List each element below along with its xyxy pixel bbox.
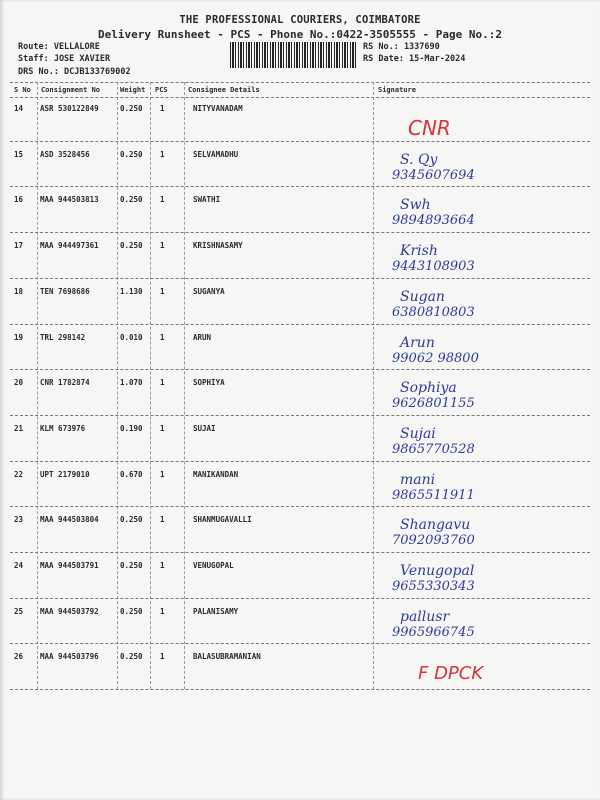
row-pcs: 1: [160, 195, 165, 205]
company-title: THE PROFESSIONAL COURIERS, COIMBATORE: [179, 14, 421, 26]
row-phone-handwritten: 9894893664: [392, 213, 475, 229]
row-consignee: BALASUBRAMANIAN: [193, 652, 261, 662]
stamp-fdpck: F DPCK: [418, 663, 484, 684]
row-weight: 0.190: [120, 423, 143, 433]
row-consignee: SUJAI: [193, 423, 216, 433]
row-weight: 0.250: [120, 561, 143, 570]
row-weight: 0.250: [120, 606, 143, 616]
row-pcs: 1: [160, 423, 165, 433]
row-weight: 0.250: [120, 195, 143, 205]
row-consignee: MANIKANDAN: [193, 469, 239, 479]
row-sno: 25: [14, 606, 24, 616]
row-separator: [10, 232, 590, 233]
row-signature: Shangavu: [400, 517, 471, 534]
row-pcs: 1: [160, 652, 165, 662]
row-pcs: 1: [160, 149, 165, 159]
row-phone-handwritten: 7092093760: [392, 533, 475, 549]
row-separator: [10, 324, 590, 325]
row-phone-handwritten: 6380810803: [392, 304, 475, 320]
row-phone-handwritten: 9655330343: [392, 579, 475, 594]
staff-label: Staff: JOSE XAVIER: [18, 54, 111, 64]
row-separator: [10, 689, 590, 690]
row-sno: 24: [14, 561, 24, 570]
col-header-sno: S No: [14, 86, 31, 94]
row-separator: [10, 643, 590, 644]
runsheet-subtitle: Delivery Runsheet - PCS - Phone No.:0422-3505555 - Page No.:2: [98, 28, 502, 41]
row-weight: 0.010: [120, 332, 143, 342]
row-consignment-no: ASD 3528456: [40, 149, 90, 159]
route-label: Route: VELLALORE: [18, 42, 100, 52]
row-pcs: 1: [160, 561, 165, 570]
rs-date: RS Date: 15-Mar-2024: [363, 54, 466, 64]
row-separator: [10, 278, 590, 279]
row-sno: 21: [14, 423, 24, 433]
stamp-cnr: CNR: [408, 116, 451, 140]
row-consignment-no: MAA 944503804: [40, 515, 99, 525]
row-consignee: SWATHI: [193, 195, 221, 205]
row-sno: 19: [14, 332, 24, 342]
row-separator: [10, 552, 590, 553]
header-rule-bottom: [10, 97, 590, 98]
row-consignee: KRISHNASAMY: [193, 241, 243, 251]
row-phone-handwritten: 99062 98800: [392, 350, 479, 366]
row-separator: [10, 415, 590, 416]
row-separator: [10, 598, 590, 599]
row-pcs: 1: [160, 332, 165, 342]
row-pcs: 1: [160, 378, 165, 388]
row-consignment-no: MAA 944503792: [40, 606, 99, 616]
row-consignment-no: MAA 944503791: [40, 561, 99, 570]
row-signature: mani: [400, 471, 436, 488]
row-consignee: ARUN: [193, 332, 212, 342]
row-signature: Sujai: [400, 425, 436, 442]
row-signature: Krish: [400, 243, 438, 260]
col-header-weight: Weight: [120, 86, 146, 94]
row-weight: 0.250: [120, 241, 143, 251]
row-consignee: NITYVANADAM: [193, 104, 243, 113]
row-weight: 1.130: [120, 286, 143, 296]
rs-number: RS No.: 1337690: [363, 42, 440, 52]
row-signature: Swh: [400, 197, 431, 214]
row-consignment-no: KLM 673976: [40, 423, 86, 433]
row-signature: Venugopal: [400, 563, 475, 579]
row-consignment-no: CNR 1782874: [40, 378, 90, 388]
row-consignment-no: TEN 7698686: [40, 286, 90, 296]
row-sno: 18: [14, 286, 24, 296]
row-sno: 15: [14, 149, 24, 159]
row-separator: [10, 186, 590, 187]
header-rule-top: [10, 82, 590, 83]
row-weight: 0.250: [120, 149, 143, 159]
row-consignee: SUGANYA: [193, 286, 225, 296]
row-signature: Sugan: [400, 288, 445, 305]
row-consignee: SHANMUGAVALLI: [193, 515, 252, 525]
row-pcs: 1: [160, 241, 165, 251]
row-consignee: PALANISAMY: [193, 606, 239, 616]
row-pcs: 1: [160, 286, 165, 296]
row-separator: [10, 506, 590, 507]
row-pcs: 1: [160, 515, 165, 525]
row-signature: Sophiya: [400, 380, 457, 397]
row-pcs: 1: [160, 104, 165, 113]
col-header-signature: Signature: [378, 86, 416, 94]
row-weight: 0.250: [120, 515, 143, 525]
row-consignment-no: MAA 944503796: [40, 652, 99, 662]
row-consignment-no: ASR 530122849: [40, 104, 99, 113]
row-sno: 23: [14, 515, 24, 525]
row-sno: 22: [14, 469, 24, 479]
row-pcs: 1: [160, 469, 165, 479]
barcode: [230, 42, 356, 68]
row-consignment-no: UPT 2179010: [40, 469, 90, 479]
row-pcs: 1: [160, 606, 165, 616]
row-phone-handwritten: 9626801155: [392, 396, 475, 412]
row-consignment-no: MAA 944503813: [40, 195, 99, 205]
row-phone-handwritten: 9865511911: [392, 487, 475, 503]
col-header-consignee: Consignee Details: [188, 86, 260, 94]
row-signature: pallusr: [400, 608, 450, 625]
row-consignee: SOPHIYA: [193, 378, 225, 388]
row-sno: 14: [14, 104, 24, 113]
row-sno: 20: [14, 378, 24, 388]
row-phone-handwritten: 9965966745: [392, 624, 475, 640]
row-signature: Arun: [400, 334, 435, 351]
row-weight: 1.070: [120, 378, 143, 388]
row-separator: [10, 369, 590, 370]
row-separator: [10, 461, 590, 462]
drs-number: DRS No.: DCJB133769002: [18, 67, 131, 77]
row-separator: [10, 141, 590, 142]
row-signature: S. Qy: [400, 151, 438, 168]
row-consignment-no: MAA 944497361: [40, 241, 99, 251]
row-phone-handwritten: 9865770528: [392, 441, 475, 457]
row-sno: 26: [14, 652, 24, 662]
row-weight: 0.670: [120, 469, 143, 479]
row-consignment-no: TRL 298142: [40, 332, 86, 342]
row-consignee: VENUGOPAL: [193, 561, 234, 570]
row-consignee: SELVAMADHU: [193, 149, 239, 159]
row-phone-handwritten: 9443108903: [392, 259, 475, 275]
row-weight: 0.250: [120, 104, 143, 113]
col-header-pcs: PCS: [155, 86, 168, 94]
row-phone-handwritten: 9345607694: [392, 167, 475, 183]
row-sno: 16: [14, 195, 24, 205]
row-weight: 0.250: [120, 652, 143, 662]
row-sno: 17: [14, 241, 24, 251]
col-header-consignment: Consignment No: [41, 86, 101, 94]
